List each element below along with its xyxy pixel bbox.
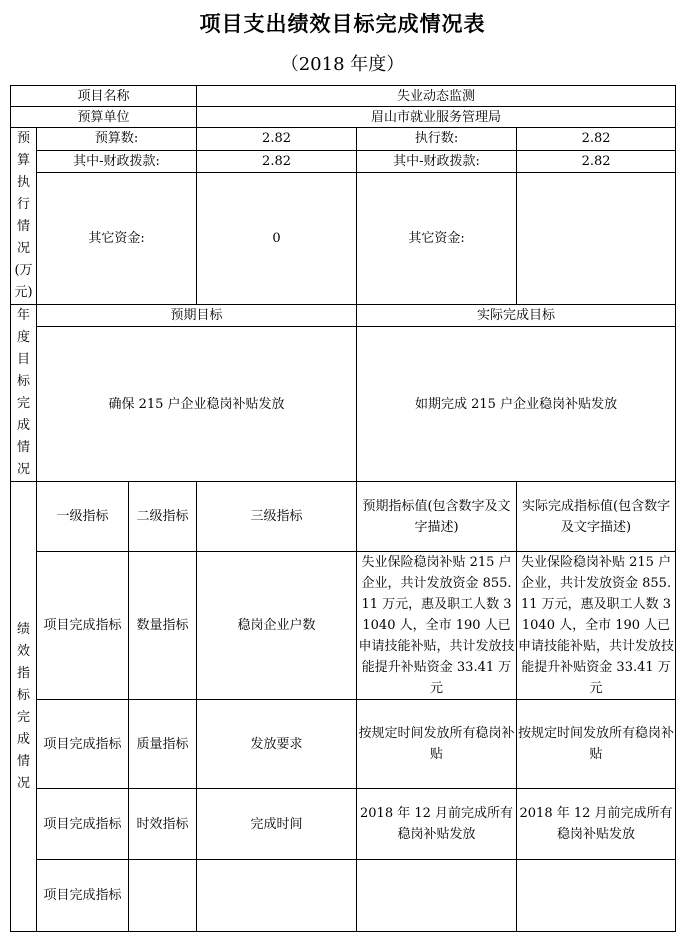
budget-section-label: 预算执行情况(万元)	[11, 128, 37, 305]
level2-cell: 数量指标	[129, 552, 197, 700]
actual-value-cell	[517, 860, 676, 932]
level3-cell	[197, 860, 357, 932]
executed-amount-value: 2.82	[517, 128, 676, 151]
performance-table	[10, 85, 676, 932]
table-row	[11, 789, 676, 860]
budget-unit-value: 眉山市就业服务管理局	[197, 107, 676, 128]
fiscal-executed-label: 其中-财政拨款:	[357, 150, 517, 173]
level2-cell: 质量指标	[129, 700, 197, 789]
actual-target-header: 实际完成目标	[357, 305, 676, 327]
other-budget-label: 其它资金:	[37, 173, 197, 305]
table-row	[11, 552, 676, 700]
expected-value-cell	[357, 860, 517, 932]
budget-amount-value: 2.82	[197, 128, 357, 151]
expected-value-cell: 2018 年 12 月前完成所有稳岗补贴发放	[357, 789, 517, 860]
expected-value-cell: 失业保险稳岗补贴 215 户企业，共计发放资金 855.11 万元，惠及职工人数 31040 人，全市 190 人已申请技能补贴，共计发放技能提升补贴资金 33.41 万元	[357, 552, 517, 700]
level1-cell: 项目完成指标	[37, 789, 129, 860]
level1-cell: 项目完成指标	[37, 700, 129, 789]
level1-cell: 项目完成指标	[37, 860, 129, 932]
other-executed-label: 其它资金:	[357, 173, 517, 305]
project-name-label: 项目名称	[11, 86, 197, 107]
level3-header: 三级指标	[197, 482, 357, 552]
project-name-value: 失业动态监测	[197, 86, 676, 107]
budget-amount-label: 预算数:	[37, 128, 197, 151]
other-funds-row	[11, 173, 676, 305]
budget-unit-label: 预算单位	[11, 107, 197, 128]
other-executed-value	[517, 173, 676, 305]
expected-target-header: 预期目标	[37, 305, 357, 327]
actual-value-cell: 失业保险稳岗补贴 215 户企业，共计发放资金 855.11 万元，惠及职工人数 31040 人，全市 190 人已申请技能补贴，共计发放技能提升补贴资金 33.41 万元	[517, 552, 676, 700]
level2-cell	[129, 860, 197, 932]
performance-section-label: 绩效指标完成情况	[11, 482, 37, 932]
level3-cell: 稳岗企业户数	[197, 552, 357, 700]
project-name-row	[11, 86, 676, 107]
report-year: （2018 年度）	[280, 54, 405, 75]
other-budget-value: 0	[197, 173, 357, 305]
table-row	[11, 860, 676, 932]
level3-cell: 发放要求	[197, 700, 357, 789]
level3-cell: 完成时间	[197, 789, 357, 860]
indicator-header-row	[11, 482, 676, 552]
budget-row	[11, 128, 676, 151]
fiscal-executed-value: 2.82	[517, 150, 676, 173]
actual-target-text: 如期完成 215 户企业稳岗补贴发放	[357, 327, 676, 482]
fiscal-budget-label: 其中-财政拨款:	[37, 150, 197, 173]
level2-header: 二级指标	[129, 482, 197, 552]
level1-header: 一级指标	[37, 482, 129, 552]
level1-cell: 项目完成指标	[37, 552, 129, 700]
fiscal-budget-value: 2.82	[197, 150, 357, 173]
level2-cell: 时效指标	[129, 789, 197, 860]
expected-value-cell: 按规定时间发放所有稳岗补贴	[357, 700, 517, 789]
actual-value-header: 实际完成指标值(包含数字及文字描述)	[517, 482, 676, 552]
annual-header-row	[11, 305, 676, 327]
annual-content-row	[11, 327, 676, 482]
table-row	[11, 700, 676, 789]
executed-amount-label: 执行数:	[357, 128, 517, 151]
actual-value-cell: 2018 年 12 月前完成所有稳岗补贴发放	[517, 789, 676, 860]
expected-target-text: 确保 215 户企业稳岗补贴发放	[37, 327, 357, 482]
budget-unit-row	[11, 107, 676, 128]
expected-value-header: 预期指标值(包含数字及文字描述)	[357, 482, 517, 552]
actual-value-cell: 按规定时间发放所有稳岗补贴	[517, 700, 676, 789]
page-title: 项目支出绩效目标完成情况表	[199, 12, 486, 36]
fiscal-row	[11, 150, 676, 173]
annual-section-label: 年度目标完成情况	[11, 305, 37, 482]
